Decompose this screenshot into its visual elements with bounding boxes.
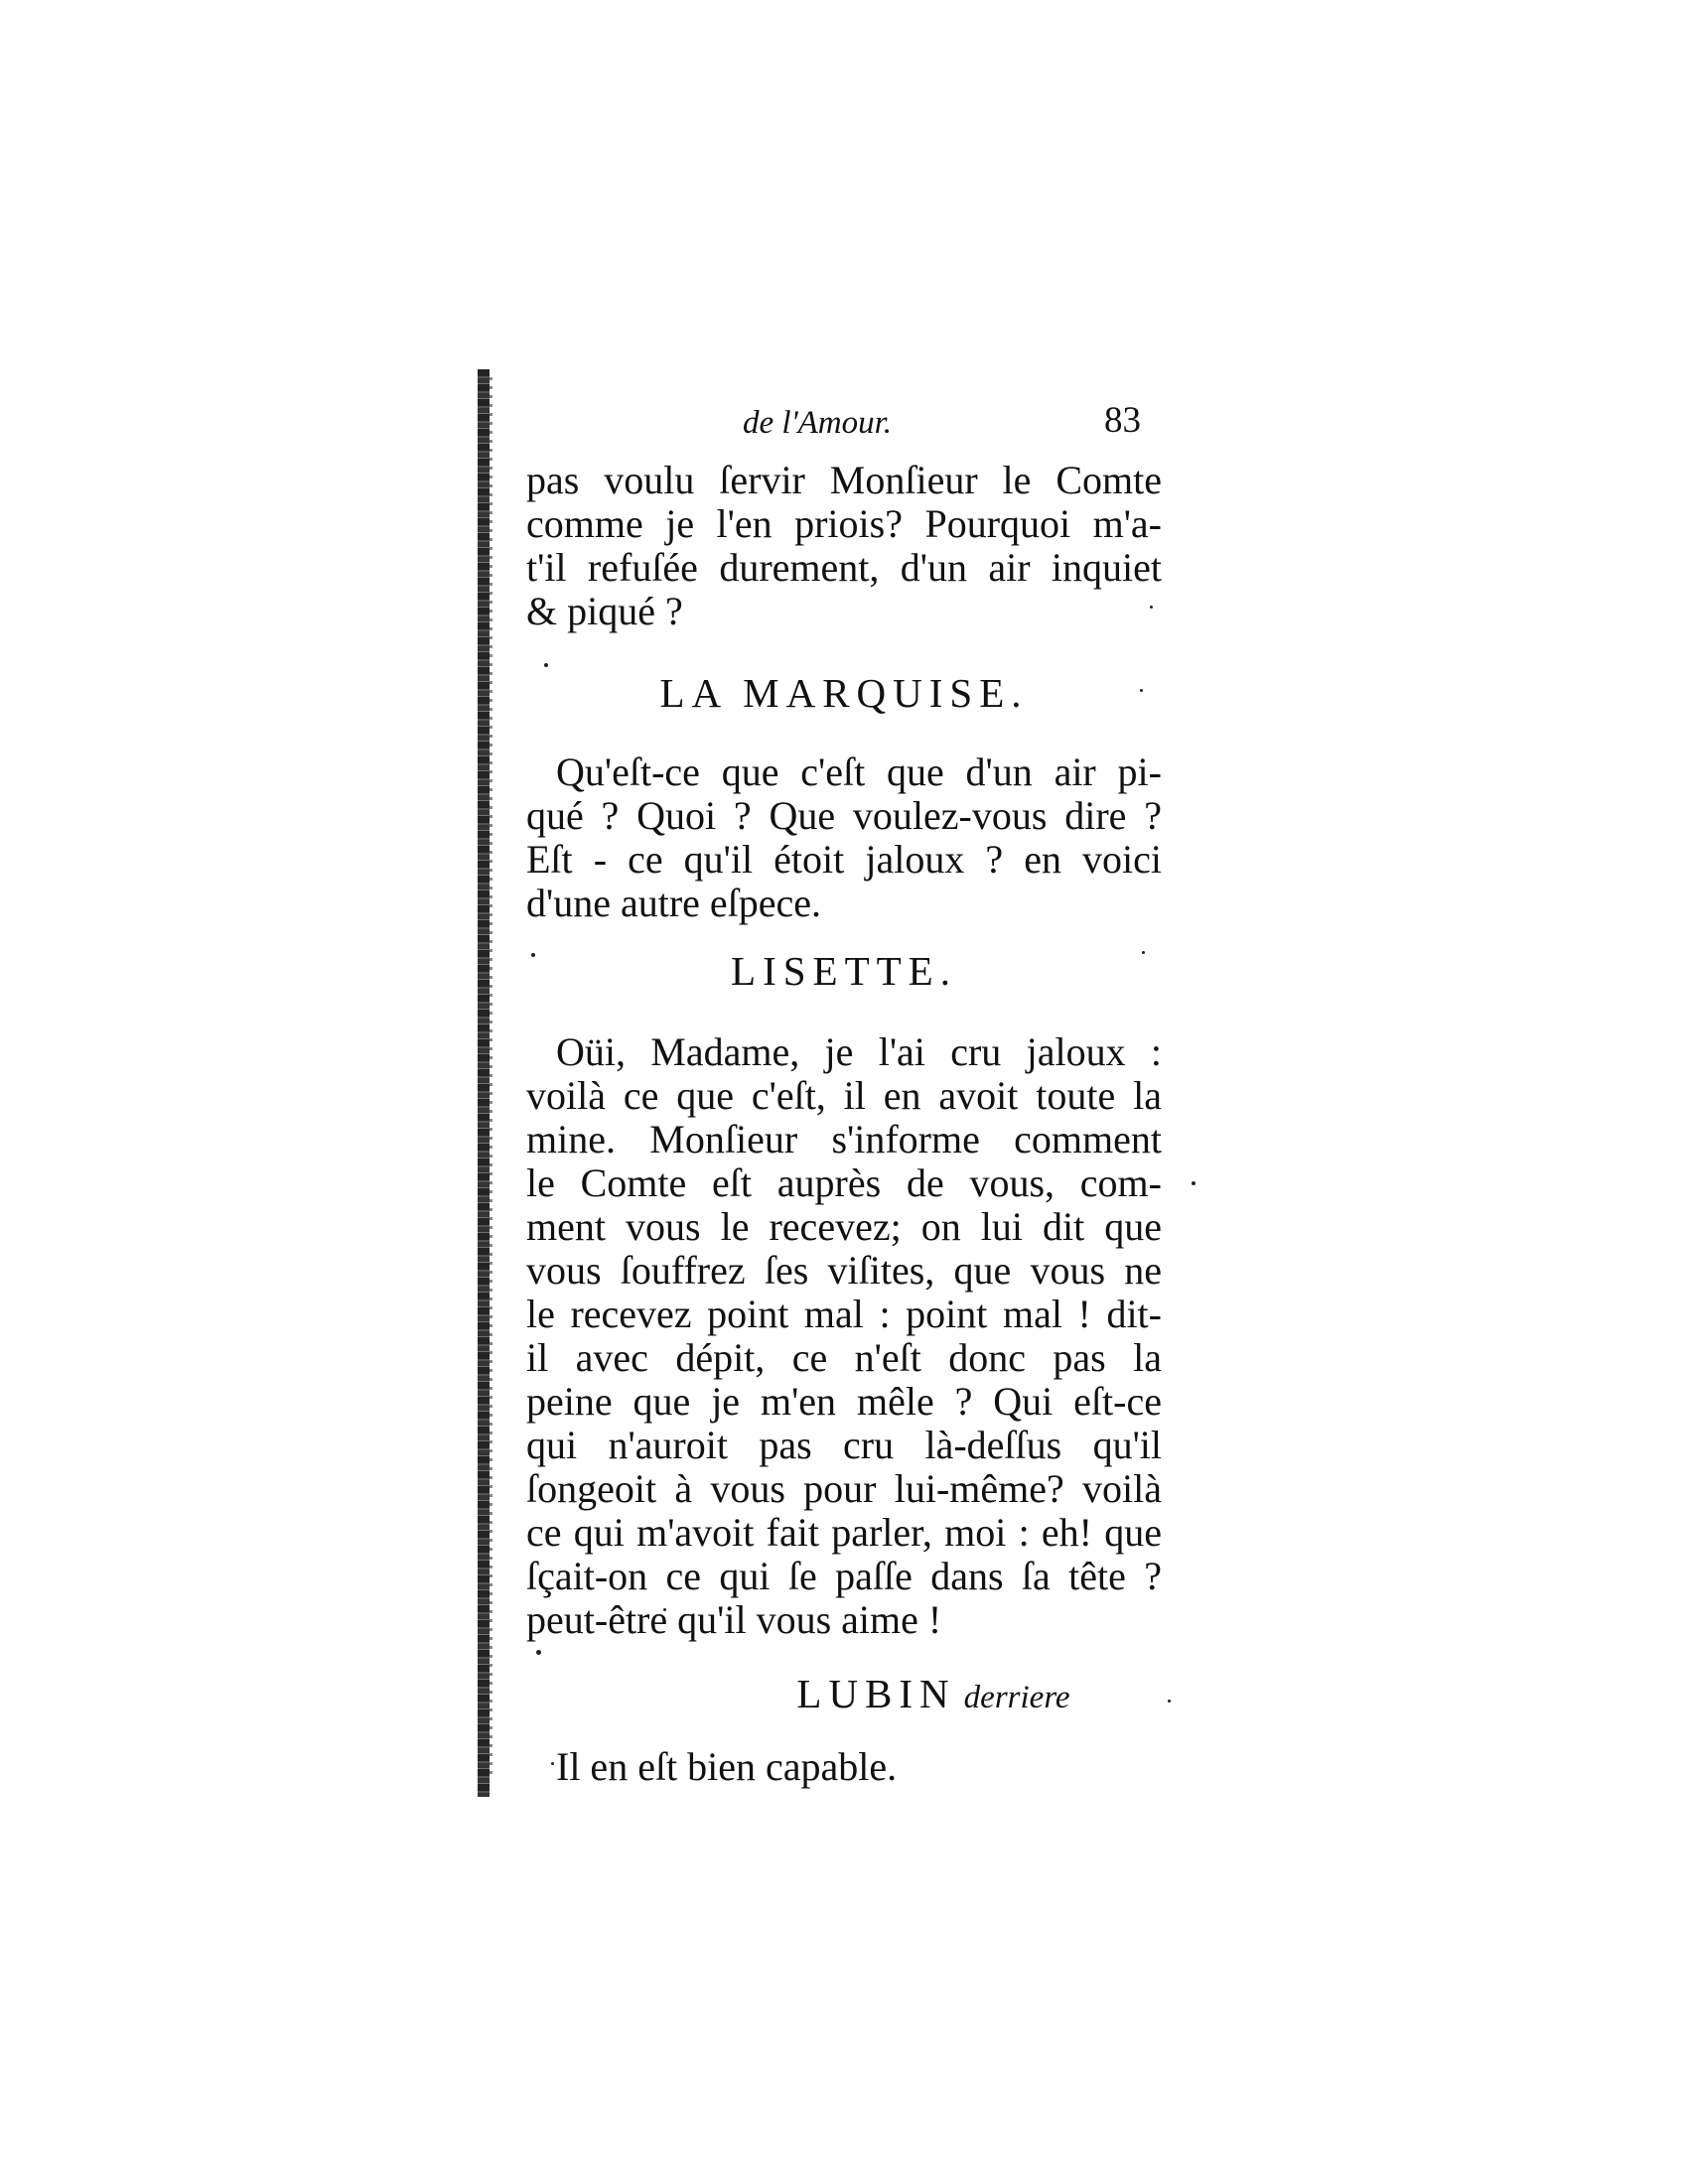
ink-speck [1192,1181,1196,1185]
running-head-title: de l'Amour. [743,405,893,441]
text-line: t'il refuſée durement, d'un air inquiet [526,545,1162,590]
text-line: ſçait-on ce qui ſe paſſe dans ſa tête ? [526,1554,1162,1598]
running-head [526,397,1162,459]
text-line: qué ? Quoi ? Que voulez-vous dire ? [526,793,1162,838]
text-block [526,397,1162,1789]
text-line: ſongeoit à vous pour lui-même? voilà [526,1466,1162,1511]
text-line: il avec dépit, ce n'eſt donc pas la [526,1335,1162,1380]
text-line: le Comte eſt auprès de vous, com- [526,1160,1162,1205]
text-line: & piqué ? [526,589,683,633]
text-line: mine. Monſieur s'informe comment [526,1117,1162,1161]
text-line: qui n'auroit pas cru là-deſſus qu'il [526,1423,1162,1467]
speech-block [526,1745,1162,1789]
text-line: ce qui m'avoit fait parler, moi : eh! que [526,1510,1162,1555]
binding-shadow [490,377,492,1777]
text-line: pas voulu ſervir Monſieur le Comte [526,458,1162,502]
text-line: comme je l'en priois? Pourquoi m'a- [526,501,1162,546]
text-line: Oüi, Madame, je l'ai cru jaloux : [556,1029,1162,1074]
text-line: Eſt - ce qu'il étoit jaloux ? en voici [526,837,1162,882]
text-line: peine que je m'en mêle ? Qui eſt-ce [526,1379,1162,1424]
text-line: peut-être qu'il vous aime ! [526,1597,942,1642]
page-number: 83 [1104,400,1141,441]
speech-block [526,751,1162,925]
speech-block [526,1030,1162,1642]
text-line: voilà ce que c'eſt, il en avoit toute la [526,1073,1162,1118]
speech-block [526,459,1162,633]
ink-speck [1168,1700,1171,1703]
speaker-name: LUBIN [796,1671,956,1716]
text-line: vous ſouffrez ſes viſites, que vous ne [526,1248,1162,1293]
speaker-heading: LA MARQUISE. [659,670,1029,716]
text-line: d'une autre eſpece. [526,881,822,925]
text-line: ment vous le recevez; on lui dit que [526,1204,1162,1249]
text-line: Il en eſt bien capable. [556,1744,898,1789]
text-line: le recevez point mal : point mal ! dit- [526,1292,1162,1336]
speaker-heading: LISETTE. [731,948,957,994]
stage-direction: derriere [963,1680,1070,1715]
speaker-heading [526,1672,1162,1719]
text-line: Qu'eſt-ce que c'eſt que d'un air pi- [556,750,1162,794]
binding-edge [478,369,490,1797]
